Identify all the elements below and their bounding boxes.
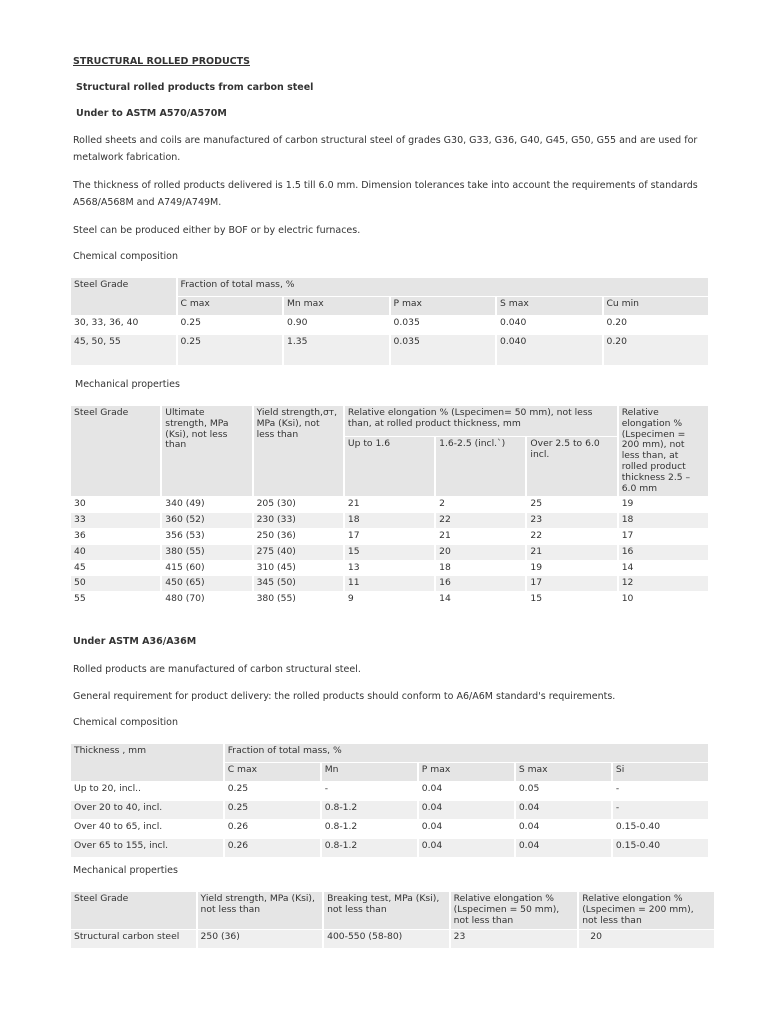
table-cell: 9 [345,592,434,607]
table-cell: Over 40 to 65, incl. [71,820,223,838]
table-cell: 345 (50) [254,576,343,591]
chem-composition-label-a36: Chemical composition [73,717,179,728]
table-cell: 55 [71,592,160,607]
table-cell: 30 [71,497,160,512]
table-row [71,839,708,857]
table-header: Cu min [604,297,709,315]
mech-table-a570 [69,405,710,608]
table-header: S max [516,763,611,781]
table-cell: 340 (49) [162,497,251,512]
table-header: P max [419,763,514,781]
table-header: Up to 1.6 [345,437,434,496]
table-cell: 0.25 [225,801,320,819]
table-cell: 0.90 [284,316,389,334]
table-cell: 0.25 [178,316,283,334]
table-cell: 22 [527,529,616,544]
table-cell: 0.04 [419,801,514,819]
table-cell: 380 (55) [162,545,251,560]
table-header: Steel Grade [71,892,196,929]
table-cell: 13 [345,561,434,576]
table-row [71,335,708,365]
table-cell: 18 [345,513,434,528]
table-cell: 250 (36) [198,930,323,948]
table-cell: 21 [345,497,434,512]
chem-composition-label: Chemical composition [73,251,179,262]
table-cell: 45 [71,561,160,576]
table-row [71,592,708,607]
table-row [71,576,708,591]
table-cell: 19 [619,497,708,512]
table-header: C max [178,297,283,315]
table-cell: 0.15-0.40 [613,839,708,857]
paragraph-grades: Rolled sheets and coils are manufactured of carbon structural steel of grades G30, G33, G36, G40, G45, G50, G55 and are used for metalwork fabrication. [73,135,698,163]
table-cell: 0.035 [391,316,496,334]
table-header: Relative elongation % (Lspecimen= 50 mm), not less than, at rolled product thickness, mm [345,406,617,436]
table-header: P max [391,297,496,315]
table-row [71,529,708,544]
table-cell: - [613,801,708,819]
table-row [71,513,708,528]
table-header: Ultimate strength, MPa (Ksi), not less than [162,406,251,496]
table-cell: 415 (60) [162,561,251,576]
table-cell: 380 (55) [254,592,343,607]
table-header: Relative elongation % (Lspecimen = 200 mm), not less than, at rolled product thickness 2.5 – 6.0 mm [619,406,708,496]
table-cell: 205 (30) [254,497,343,512]
table-cell: 0.04 [516,839,611,857]
table-header: Yield strength,σт, MPa (Ksi), not less than [254,406,343,496]
table-header: Relative elongation % (Lspecimen = 50 mm), not less than [451,892,578,929]
table-cell: 450 (65) [162,576,251,591]
table-header: Relative elongation % (Lspecimen = 200 mm), not less than [579,892,714,929]
table-cell: 16 [619,545,708,560]
table-cell: 45, 50, 55 [71,335,176,365]
table-cell: 0.040 [497,316,602,334]
table-cell: 310 (45) [254,561,343,576]
table-cell: Structural carbon steel [71,930,196,948]
chem-table-a36 [69,743,710,858]
table-header: Steel Grade [71,278,176,315]
table-cell: 480 (70) [162,592,251,607]
table-cell: 17 [527,576,616,591]
table-cell: 360 (52) [162,513,251,528]
table-cell: 0.20 [604,335,709,365]
table-header: Fraction of total mass, % [178,278,709,296]
table-cell: 275 (40) [254,545,343,560]
table-cell: 0.040 [497,335,602,365]
table-cell: Over 65 to 155, incl. [71,839,223,857]
section-heading-a36: Under ASTM A36/A36M [73,636,197,647]
table-row [71,930,714,948]
table-row [71,316,708,334]
table-cell: 17 [619,529,708,544]
table-cell: 20 [579,930,714,948]
table-cell: Up to 20, incl.. [71,782,223,800]
table-cell: 400-550 (58-80) [324,930,449,948]
table-cell: 0.26 [225,820,320,838]
table-cell: 0.04 [419,839,514,857]
table-cell: 250 (36) [254,529,343,544]
table-cell: 23 [527,513,616,528]
table-cell: 0.04 [419,782,514,800]
table-header: Fraction of total mass, % [225,744,708,762]
table-cell: 33 [71,513,160,528]
table-header: Yield strength, MPa (Ksi), not less than [198,892,323,929]
table-cell: 0.04 [516,801,611,819]
table-cell: 12 [619,576,708,591]
table-header: Mn max [284,297,389,315]
table-cell: 11 [345,576,434,591]
mech-properties-label: Mechanical properties [75,379,180,390]
table-cell: 36 [71,529,160,544]
table-cell: 356 (53) [162,529,251,544]
table-row [71,561,708,576]
table-cell: 0.035 [391,335,496,365]
table-row [71,545,708,560]
document-subtitle: Structural rolled products from carbon steel [76,82,314,93]
table-cell: 14 [436,592,525,607]
table-cell: 16 [436,576,525,591]
table-cell: 1.35 [284,335,389,365]
table-cell: 0.20 [604,316,709,334]
mech-table-a36 [69,891,716,949]
table-cell: 0.15-0.40 [613,820,708,838]
table-cell: 0.04 [516,820,611,838]
table-cell: 10 [619,592,708,607]
table-header: Thickness , mm [71,744,223,781]
table-cell: 22 [436,513,525,528]
table-cell: 40 [71,545,160,560]
table-header: Steel Grade [71,406,160,496]
paragraph-a36-delivery: General requirement for product delivery: the rolled products should conform to A6/A6M standard's requirements. [73,691,616,702]
table-cell: 23 [451,930,578,948]
table-cell: 0.04 [419,820,514,838]
table-cell: 230 (33) [254,513,343,528]
mech-properties-label-a36: Mechanical properties [73,865,178,876]
table-cell: 21 [527,545,616,560]
table-header: Over 2.5 to 6.0 incl. [527,437,616,496]
section-heading-a570: Under to ASTM A570/A570M [76,108,227,119]
table-cell: 18 [619,513,708,528]
table-cell: 21 [436,529,525,544]
table-header: Breaking test, MPa (Ksi), not less than [324,892,449,929]
table-cell: 0.26 [225,839,320,857]
table-header: C max [225,763,320,781]
table-cell: 19 [527,561,616,576]
table-cell: 50 [71,576,160,591]
table-cell: 20 [436,545,525,560]
table-cell: 15 [345,545,434,560]
table-cell: 17 [345,529,434,544]
table-row [71,801,708,819]
paragraph-production: Steel can be produced either by BOF or by electric furnaces. [73,225,361,236]
table-cell: 0.8-1.2 [322,801,417,819]
table-row [71,820,708,838]
table-cell: 0.25 [225,782,320,800]
table-row [71,782,708,800]
table-cell: 0.05 [516,782,611,800]
table-header: S max [497,297,602,315]
table-row [71,497,708,512]
table-cell: 18 [436,561,525,576]
table-header: Si [613,763,708,781]
table-header: 1.6-2.5 (incl.`) [436,437,525,496]
table-cell: 2 [436,497,525,512]
table-cell: - [322,782,417,800]
document-title: STRUCTURAL ROLLED PRODUCTS [73,56,250,67]
table-cell: 25 [527,497,616,512]
table-header: Mn [322,763,417,781]
table-cell: 15 [527,592,616,607]
table-cell: 0.8-1.2 [322,839,417,857]
table-cell: 14 [619,561,708,576]
table-cell: Over 20 to 40, incl. [71,801,223,819]
paragraph-a36-product: Rolled products are manufactured of carbon structural steel. [73,664,361,675]
table-cell: 0.8-1.2 [322,820,417,838]
table-cell: - [613,782,708,800]
table-cell: 0.25 [178,335,283,365]
table-cell: 30, 33, 36, 40 [71,316,176,334]
paragraph-thickness: The thickness of rolled products delivered is 1.5 till 6.0 mm. Dimension tolerances take into account the requirements of standards A568/A568M and A749/A749M. [73,180,698,208]
chem-table-a570 [69,277,710,366]
